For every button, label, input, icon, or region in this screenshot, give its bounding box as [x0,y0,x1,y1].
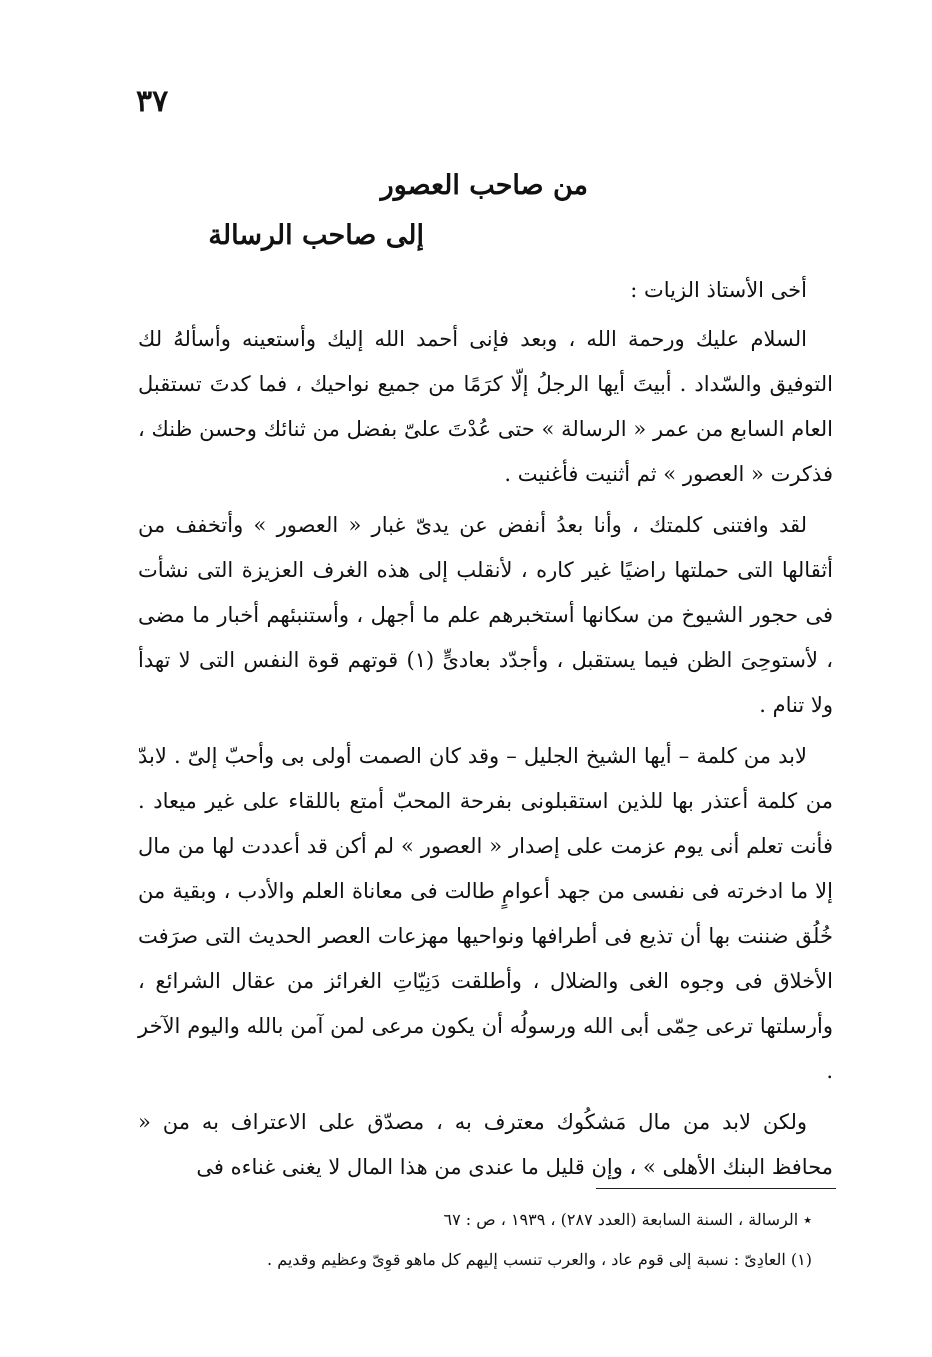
footnote-1: (١) العادِىّ : نسبة إلى قوم عاد ، والعرب تنسب إليهم كل ماهو قوِىّ وعظيم وقديم . [267,1250,812,1269]
footnote-source: ٭ الرسالة ، السنة السابعة (العدد ٢٨٧) ، ١٩٣٩ ، ص : ٦٧ [443,1210,812,1229]
salutation: أخى الأستاذ الزيات : [630,278,807,302]
article-title-line-1: من صاحب العصور [380,170,588,201]
footnotes [138,1206,818,1286]
footnote-divider [596,1188,836,1189]
article-body [138,268,833,1196]
paragraph-3: لابد من كلمة – أيها الشيخ الجليل – وقد كان الصمت أولى بى وأحبّ إلىّ . لابدّ من كلمة أعتذر بها للذين استقبلونى بفرحة المحبّ أمتع باللقاء على غير ميعاد . فأنت تعلم أنى يوم عزمت على إصدار « العصور » لم أكن قد أعددت لها من مال إلا ما ادخرته فى نفسى من جهد أعوامٍ طالت فى معاناة العلم والأدب ، وبقية من خُلُق ضننت بها أن تذيع فى أطرافها ونواحيها مهزعات العصر الحديث التى صرَفت الأخلاق فى وجوه الغى والضلال ، وأطلقت دَنِيّاتِ الغرائز من عقال الشرائع ، وأرسلتها ترعى حِمّى أبى الله ورسولُه أن يكون مرعى لمن آمن بالله واليوم الآخر . [138,744,833,1083]
paragraph-2: لقد وافتنى كلمتك ، وأنا بعدُ أنفض عن يدىّ غبار « العصور » وأتخفف من أثقالها التى حملتها راضيًا غير كاره ، لأنقلب إلى هذه الغرف العزيزة التى نشأت فى حجور الشيوخ من سكانها أستخبرهم علم ما أجهل ، وأستنبئهم أخبار ما مضى ، لأستوحِىَ الظن فيما يستقبل ، وأجدّد بعادىٍّ (١) قوتهم قوة النفس التى لا تهدأ ولا تنام . [138,513,834,717]
page-number: ٣٧ [136,84,169,119]
paragraph-4: ولكن لابد من مال مَشكُوك معترف به ، مصدّق على الاعتراف به من « محافظ البنك الأهلى » ، وإن قليل ما عندى من هذا المال لا يغنى غناءه فى [138,1110,833,1179]
paragraph-1: السلام عليك ورحمة الله ، وبعد فإنى أحمد الله إليك وأستعينه وأسألهُ لك التوفيق والسّداد . أبيتَ أيها الرجلُ إلّا كرَمًا من جميع نواحيك ، فما كدتَ تستقبل العام السابع من عمر « الرسالة » حتى عُدْتَ علىّ بفضل من ثنائك وحسن ظنك ، فذكرت « العصور » ثم أثنيت فأغنيت . [138,327,833,486]
article-title-line-2: إلى صاحب الرسالة [208,220,424,251]
